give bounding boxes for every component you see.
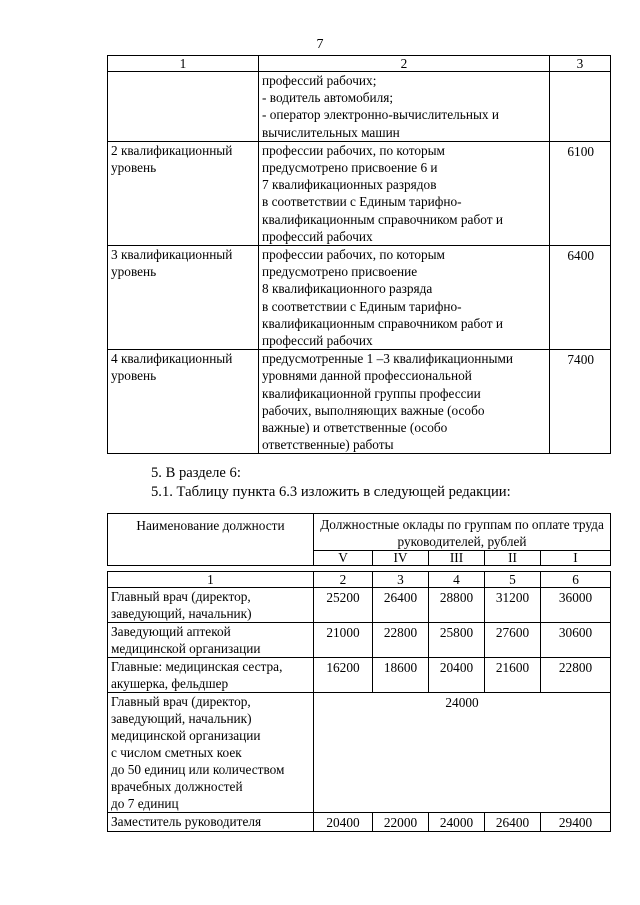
position-line: акушерка, фельдшер	[111, 676, 229, 691]
description-line: в соответствии с Единым тарифно-	[262, 298, 462, 314]
salary-value: 28800	[429, 588, 485, 623]
salary-value: 21600	[485, 658, 541, 693]
table-row	[108, 72, 611, 142]
salary-value: 26400	[485, 813, 541, 832]
table-row	[108, 141, 611, 245]
column-index-3: 3	[550, 56, 611, 72]
column-index: 2	[314, 572, 373, 588]
description-line: уровнями данной профессиональной	[262, 368, 472, 384]
description-line: квалификационным справочником работ и	[262, 211, 503, 227]
position-cell: Заместитель руководителя	[108, 813, 314, 832]
table-row	[108, 658, 611, 693]
table-row	[108, 588, 611, 623]
table-row	[108, 693, 611, 813]
column-index: 4	[429, 572, 485, 588]
position-line: Главный врач (директор,	[111, 694, 251, 709]
salary-groups-table	[107, 513, 611, 832]
table-row	[108, 623, 611, 658]
section-paragraph: 5. В разделе 6:	[151, 465, 241, 481]
salary-value: 22800	[373, 623, 429, 658]
group-label: V	[314, 551, 373, 566]
position-line: Главный врач (директор,	[111, 589, 251, 604]
salary-value: 36000	[541, 588, 611, 623]
description-line: предусмотрено присвоение	[262, 264, 418, 280]
salary-value: 21000	[314, 623, 373, 658]
description-cell	[259, 350, 550, 454]
position-column-header: Наименование должности	[108, 514, 314, 566]
description-line: профессии рабочих, по которым	[262, 247, 445, 263]
group-label: III	[429, 551, 485, 566]
column-index: 5	[485, 572, 541, 588]
salary-value: 18600	[373, 658, 429, 693]
table-row	[108, 246, 611, 350]
description-line: предусмотренные 1 –3 квалификационными	[262, 351, 514, 367]
description-line: профессий рабочих	[262, 333, 373, 349]
position-line: заведующий, начальник)	[111, 711, 252, 726]
position-line: Заведующий аптекой	[111, 624, 231, 639]
description-cell	[259, 141, 550, 245]
level-cell: 3 квалификационный уровень	[108, 246, 259, 350]
salary-column-header: Должностные оклады по группам по оплате труда руководителей, рублей	[314, 514, 611, 551]
salary-cell: 6100	[550, 141, 611, 245]
description-line: квалификационной группы профессии	[262, 385, 481, 401]
salary-value: 24000	[429, 813, 485, 832]
description-line: квалификационным справочником работ и	[262, 315, 503, 331]
description-line: профессий рабочих	[262, 228, 373, 244]
salary-value: 26400	[373, 588, 429, 623]
level-cell	[108, 72, 259, 142]
description-line: вычислительных машин	[262, 124, 400, 140]
description-line: важные) и ответственные (особо	[262, 420, 448, 436]
salary-value: 30600	[541, 623, 611, 658]
position-line: до 7 единиц	[111, 796, 179, 811]
salary-cell	[550, 72, 611, 142]
table-header-row	[108, 514, 611, 551]
position-line: с числом сметных коек	[111, 745, 242, 760]
salary-cell: 7400	[550, 350, 611, 454]
salary-value: 31200	[485, 588, 541, 623]
position-line: до 50 единиц или количеством	[111, 762, 285, 777]
column-index: 6	[541, 572, 611, 588]
position-line: медицинской организации	[111, 728, 261, 743]
description-line: рабочих, выполняющих важные (особо	[262, 402, 485, 418]
description-line: - оператор электронно-вычислительных и	[262, 107, 499, 123]
level-cell: 2 квалификационный уровень	[108, 141, 259, 245]
table-header-row	[108, 56, 611, 72]
salary-value: 25200	[314, 588, 373, 623]
description-line: профессий рабочих;	[262, 73, 377, 88]
group-label: II	[485, 551, 541, 566]
position-cell	[108, 693, 314, 813]
description-line: ответственные) работы	[262, 437, 394, 453]
description-line: профессии рабочих, по которым	[262, 142, 445, 158]
merged-salary-value: 24000	[314, 693, 611, 813]
description-line: - водитель автомобиля;	[262, 90, 394, 106]
description-cell	[259, 72, 550, 142]
salary-value: 16200	[314, 658, 373, 693]
salary-value: 25800	[429, 623, 485, 658]
group-label: I	[541, 551, 611, 566]
column-index: 1	[108, 572, 314, 588]
column-index: 3	[373, 572, 429, 588]
salary-value: 29400	[541, 813, 611, 832]
description-line: 7 квалификационных разрядов	[262, 177, 437, 193]
table-row	[108, 350, 611, 454]
description-cell	[259, 246, 550, 350]
qualification-levels-table	[107, 55, 611, 454]
description-line: в соответствии с Единым тарифно-	[262, 194, 462, 210]
column-index-1: 1	[108, 56, 259, 72]
page-number: 7	[316, 37, 324, 52]
column-index-row	[108, 572, 611, 588]
position-cell	[108, 623, 314, 658]
position-cell	[108, 658, 314, 693]
position-cell	[108, 588, 314, 623]
salary-value: 27600	[485, 623, 541, 658]
table-row	[108, 813, 611, 832]
salary-value: 22000	[373, 813, 429, 832]
column-index-2: 2	[259, 56, 550, 72]
description-line: предусмотрено присвоение 6 и	[262, 160, 438, 176]
salary-value: 20400	[429, 658, 485, 693]
salary-value: 20400	[314, 813, 373, 832]
salary-cell: 6400	[550, 246, 611, 350]
description-line: 8 квалификационного разряда	[262, 281, 433, 297]
position-line: заведующий, начальник)	[111, 606, 252, 621]
salary-value: 22800	[541, 658, 611, 693]
section-paragraph: 5.1. Таблицу пункта 6.3 изложить в следующей редакции:	[151, 484, 511, 500]
position-line: Главные: медицинская сестра,	[111, 659, 283, 674]
level-cell: 4 квалификационный уровень	[108, 350, 259, 454]
position-line: врачебных должностей	[111, 779, 243, 794]
position-line: медицинской организации	[111, 641, 261, 656]
group-label: IV	[373, 551, 429, 566]
